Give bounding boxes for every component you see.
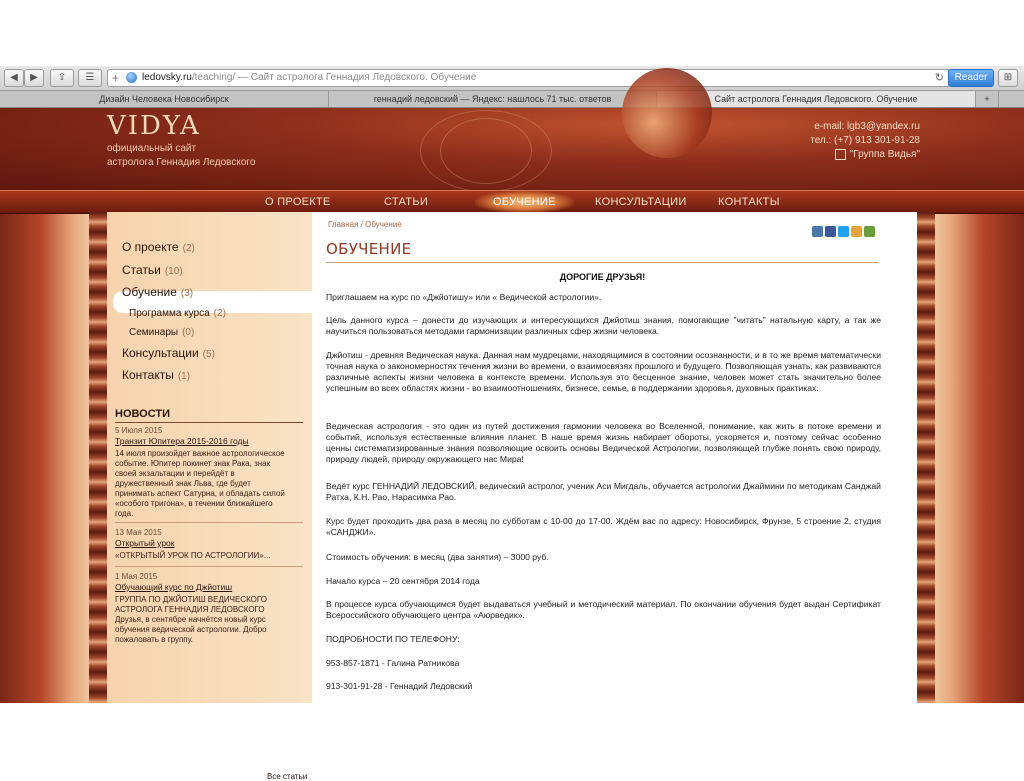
news-date: 1 Мая 2015 xyxy=(115,572,158,581)
address-bar[interactable] xyxy=(107,69,951,87)
site-logo[interactable]: VIDYA xyxy=(107,111,201,141)
paragraph-vedic: Ведическая астрология - это один из путей достижения гармонии человека во Вселенной, понимание, как жить в потоке времени и событий, используя естественные влияния планет. В наше время жизнь набирает обороты, ускоряется и, поэтому сейчас особенно ценны систематизированные знания позволяющие освоить основы Ведической Астрологии, позволяющей глубже понять свою природу, природу людей, природу окружающего нас Мира! xyxy=(326,421,881,464)
title-divider xyxy=(326,262,879,263)
news-text: «ОТКРЫТЫЙ УРОК ПО АСТРОЛОГИИ»... xyxy=(115,551,271,560)
tab-2[interactable]: геннадий ледовский — Яндекс: нашлось 71 тыс. ответов xyxy=(329,91,657,107)
tab-3-active[interactable]: Сайт астролога Геннадия Ледовского. Обучение xyxy=(657,91,976,107)
back-button[interactable]: ◀ xyxy=(4,69,24,87)
sidebar-item-about[interactable]: О проекте (2) xyxy=(122,240,195,254)
nav-articles[interactable]: СТАТЬИ xyxy=(384,196,429,208)
group-link[interactable]: "Группа Видья" xyxy=(849,149,920,160)
planet-decoration xyxy=(622,68,712,158)
browser-window xyxy=(0,66,1024,781)
news-text: 14 июля произойдет важное астрологическое событие. Юпитер покинет знак Рака, знак своей экзальтации и перейдёт в дружественный знак Льва, где будет принимать аспект Сатурна, и обладать силой «особого тригона», в течении ближайшего года. xyxy=(115,449,285,518)
greeting-heading: ДОРОГИЕ ДРУЗЬЯ! xyxy=(559,272,646,282)
tagline-line-2: астролога Геннадия Ледовского xyxy=(107,157,256,168)
paragraph-teacher: Ведёт курс ГЕННАДИЙ ЛЕДОВСКИЙ, ведический астролог, ученик Аси Мигдаль, обучается астрологии Джаймини по методикам Санджай Ратха, К.Н. Рао, Нарасимха Рао. xyxy=(326,481,881,502)
phone-galina: 953-857-1871 - Галина Ратникова xyxy=(326,658,460,668)
nav-teaching[interactable]: ОБУЧЕНИЕ xyxy=(475,191,574,213)
paragraph-jyotish: Джйотиш - древняя Ведическая наука. Данная нам мудрецами, находящимися в состоянии осознанности, и в то же время математически точная наука о закономерностях течения жизни во времени, о взаимосвязях прошлого и будущего. Позволяющая узнать, как развиваются различные аспекты жизни человека в контексте времени. Используя это бесценное знание, человек может стать значительно более успешным во всех областях жизни - во взаимоотношениях, бизнесе, семье, в поддержании здоровья, духовных практиках. xyxy=(326,350,882,393)
forward-button[interactable]: ▶ xyxy=(24,69,44,87)
paragraph-materials: В процессе курса обучающимся будет выдаваться учебный и методический материал. По окончании обучения будет выдан Сертификат Всероссийского обучающего центра «Аюрведик». xyxy=(326,599,881,620)
odnoklassniki-share-icon[interactable] xyxy=(851,226,862,237)
website xyxy=(0,108,1024,781)
breadcrumb[interactable]: Главная / Обучение xyxy=(328,220,402,229)
main-content xyxy=(312,212,917,703)
news-divider xyxy=(115,566,303,567)
phone-text: тел.: (+7) 913 301-91-28 xyxy=(810,135,920,146)
header-contacts xyxy=(810,120,920,162)
vk-share-icon[interactable] xyxy=(812,226,823,237)
site-tagline xyxy=(107,142,267,170)
news-heading: НОВОСТИ xyxy=(115,408,303,423)
reload-icon[interactable]: ↻ xyxy=(934,72,944,84)
site-header xyxy=(0,108,1024,190)
new-tab-button[interactable]: + xyxy=(976,91,999,107)
news-text: ГРУППА ПО ДЖЙОТИШ ВЕДИЧЕСКОГО АСТРОЛОГА ГЕННАДИЯ ЛЕДОВСКОГО Друзья, в сентябре начнётся новый курс обучения ведической астрологии. Добро пожаловать в группу. xyxy=(115,595,267,644)
sidebar-item-contacts[interactable]: Контакты (1) xyxy=(122,368,191,382)
sidebar-subitem-seminars[interactable]: Семинары (0) xyxy=(129,327,195,338)
nav-contacts[interactable]: КОНТАКТЫ xyxy=(718,196,780,208)
zodiac-inner-ring xyxy=(440,118,532,184)
news-link[interactable]: Открытый урок xyxy=(115,538,175,548)
page-title: ОБУЧЕНИЕ xyxy=(326,240,412,258)
sidebar-item-articles[interactable]: Статьи (10) xyxy=(122,263,183,277)
site-favicon-icon xyxy=(126,72,137,83)
news-link[interactable]: Транзит Юпитера 2015-2016 годы xyxy=(115,436,249,446)
news-link[interactable]: Обучающий курс по Джйотиш xyxy=(115,582,233,592)
all-articles-link[interactable]: Все статьи xyxy=(267,772,308,781)
nav-consultations[interactable]: КОНСУЛЬТАЦИИ xyxy=(595,196,687,208)
sidebar xyxy=(107,212,312,781)
reader-button[interactable]: Reader xyxy=(948,69,994,87)
sidebar-item-consultations[interactable]: Консультации (5) xyxy=(122,346,215,360)
paragraph-schedule: Курс будет проходить два раза в месяц по субботам с 10-00 до 17-00. Ждём вас по адресу: Новосибирск, Фрунзе, 5 строение 2, студия «САНДЖИ». xyxy=(326,516,881,537)
share-buttons xyxy=(812,224,877,236)
phone-gennady: 913-301-91-28 - Геннадий Ледовский xyxy=(326,681,473,691)
news-divider xyxy=(115,522,303,523)
email-link[interactable]: e-mail: lgb3@yandex.ru xyxy=(814,121,920,132)
sidebar-subitem-program[interactable]: Программа курса (2) xyxy=(129,308,226,319)
paragraph-price: Стоимость обучения: в месяц (два занятия) – 3000 руб. xyxy=(326,552,549,562)
news-item xyxy=(115,426,285,519)
ornament-border-left xyxy=(89,212,107,703)
twitter-share-icon[interactable] xyxy=(838,226,849,237)
share-more-icon[interactable] xyxy=(864,226,875,237)
paragraph-details: ПОДРОБНОСТИ ПО ТЕЛЕФОНУ: xyxy=(326,634,460,644)
news-date: 5 Июля 2015 xyxy=(115,426,163,435)
url-domain: ledovsky.ru xyxy=(142,72,192,83)
tab-1[interactable]: Дизайн Человека Новосибирск xyxy=(0,91,329,107)
news-date: 13 Мая 2015 xyxy=(115,528,162,537)
main-nav xyxy=(0,190,1024,214)
browser-toolbar xyxy=(0,66,1024,91)
add-bookmark-icon[interactable]: + xyxy=(112,71,120,85)
nav-about[interactable]: О ПРОЕКТЕ xyxy=(265,196,331,208)
tab-bar xyxy=(0,91,1024,108)
sidebar-item-teaching[interactable]: Обучение (3) xyxy=(122,285,194,299)
bookmarks-icon[interactable]: ☰ xyxy=(78,69,102,87)
ornament-border-right xyxy=(917,212,935,703)
group-icon xyxy=(835,149,846,160)
paragraph-goal: Цель данного курса – донести до изучающих и интересующихся Джйотиш знания, помогающие "читать" натальную карту, а так же научиться пользоваться методами гармонизации различных сфер жизни человека. xyxy=(326,315,881,336)
news-item xyxy=(115,572,285,645)
share-page-icon[interactable]: ⇪ xyxy=(50,69,74,87)
facebook-share-icon[interactable] xyxy=(825,226,836,237)
tagline-line-1: официальный сайт xyxy=(107,143,197,154)
paragraph-start: Начало курса – 20 сентября 2014 года xyxy=(326,576,480,586)
news-item xyxy=(115,528,285,561)
url-path-title: /teaching/ — Сайт астролога Геннадия Ледовского. Обучение xyxy=(191,72,477,83)
paragraph-intro: Приглашаем на курс по «Джйотишу» или « Ведической астрологии». xyxy=(326,292,602,302)
tabs-overview-icon[interactable]: ⊞ xyxy=(998,69,1018,87)
